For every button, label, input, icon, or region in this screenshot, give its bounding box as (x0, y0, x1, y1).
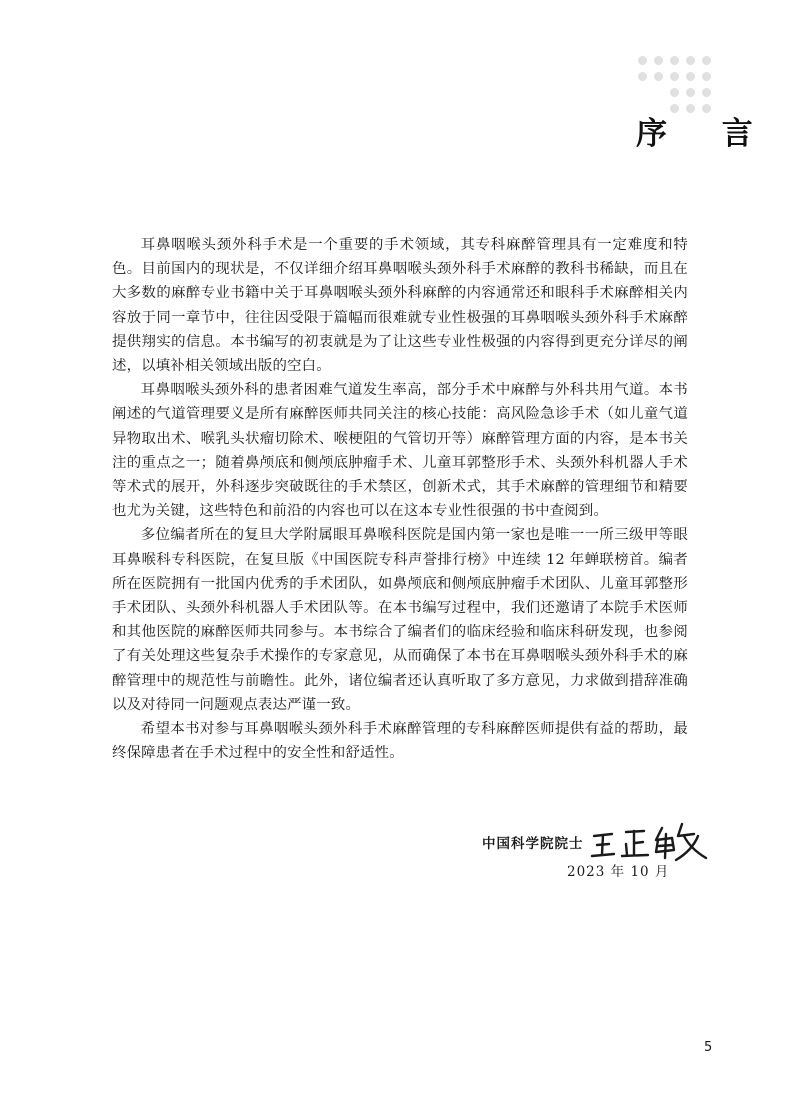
decoration-dot (702, 88, 711, 97)
handwritten-signature (588, 818, 718, 866)
date: 2023 年 10 月 (567, 864, 670, 880)
paragraph: 耳鼻咽喉头颈外科的患者困难气道发生率高，部分手术中麻醉与外科共用气道。本书阐述的气道管理要义是所有麻醉医师共同关注的核心技能：高风险急诊手术（如儿童气道异物取出术、喉乳头状瘤切除术、喉梗阻的气管切开等）麻醉管理方面的内容，是本书关注的重点之一；随着鼻颅底和侧颅底肿瘤手术、儿童耳郭整形手术、头颈外科机器人手术等术式的展开，外科逐步突破既往的手术禁区，创新术式，其手术麻醉的管理细节和精要也尤为关键，这些特色和前沿的内容也可以在这本专业性很强的书中查阅到。 (112, 382, 688, 520)
decoration-dot (702, 56, 711, 65)
body-text (112, 233, 688, 765)
decoration-dot (670, 72, 679, 81)
paragraph: 耳鼻咽喉头颈外科手术是一个重要的手术领域，其专科麻醉管理具有一定难度和特色。目前国内的现状是，不仅详细介绍耳鼻咽喉头颈外科手术麻醉的教科书稀缺，而且在大多数的麻醉专业书籍中关于耳鼻咽喉头颈外科麻醉的内容通常还和眼科手术麻醉相关内容放于同一章节中，往往因受限于篇幅而很难就专业性极强的耳鼻咽喉头颈外科手术麻醉提供翔实的信息。本书编写的初衷就是为了让这些专业性极强的内容得到更充分详尽的阐述，以填补相关领域出版的空白。 (112, 237, 688, 375)
decoration-dot (686, 72, 695, 81)
decoration-dot (686, 56, 695, 65)
decoration-dot (686, 88, 695, 97)
decoration-dot (638, 72, 647, 81)
decoration-dot (670, 56, 679, 65)
decoration-dot (654, 56, 663, 65)
decoration-dot (654, 72, 663, 81)
decoration-dot (638, 56, 647, 65)
paragraph: 多位编者所在的复旦大学附属眼耳鼻喉科医院是国内第一家也是唯一一所三级甲等眼耳鼻喉科专科医院，在复旦版《中国医院专科声誉排行榜》中连续 12 年蝉联榜首。编者所在医院拥有一批国内优秀的手术团队，如鼻颅底和侧颅底肿瘤手术团队、儿童耳郭整形手术团队、头颈外科机器人手术团队等。在本书编写过程中，我们还邀请了本院手术医师和其他医院的麻醉医师共同参与。本书综合了编者们的临床经验和临床科研发现，也参阅了有关处理这些复杂手术操作的专家意见，从而确保了本书在耳鼻咽喉头颈外科手术的麻醉管理中的规范性与前瞻性。此外，诸位编者还认真听取了多方意见，力求做到措辞准确以及对待同一问题观点表达严谨一致。 (112, 527, 688, 713)
decoration-dot (702, 72, 711, 81)
page-title: 序 言 (636, 116, 775, 152)
paragraph: 希望本书对参与耳鼻咽喉头颈外科手术麻醉管理的专科麻醉医师提供有益的帮助，最终保障患者在手术过程中的安全性和舒适性。 (112, 721, 688, 762)
signature-label: 中国科学院院士 (482, 836, 584, 852)
decoration-dot (670, 88, 679, 97)
page-number: 5 (704, 1040, 713, 1055)
